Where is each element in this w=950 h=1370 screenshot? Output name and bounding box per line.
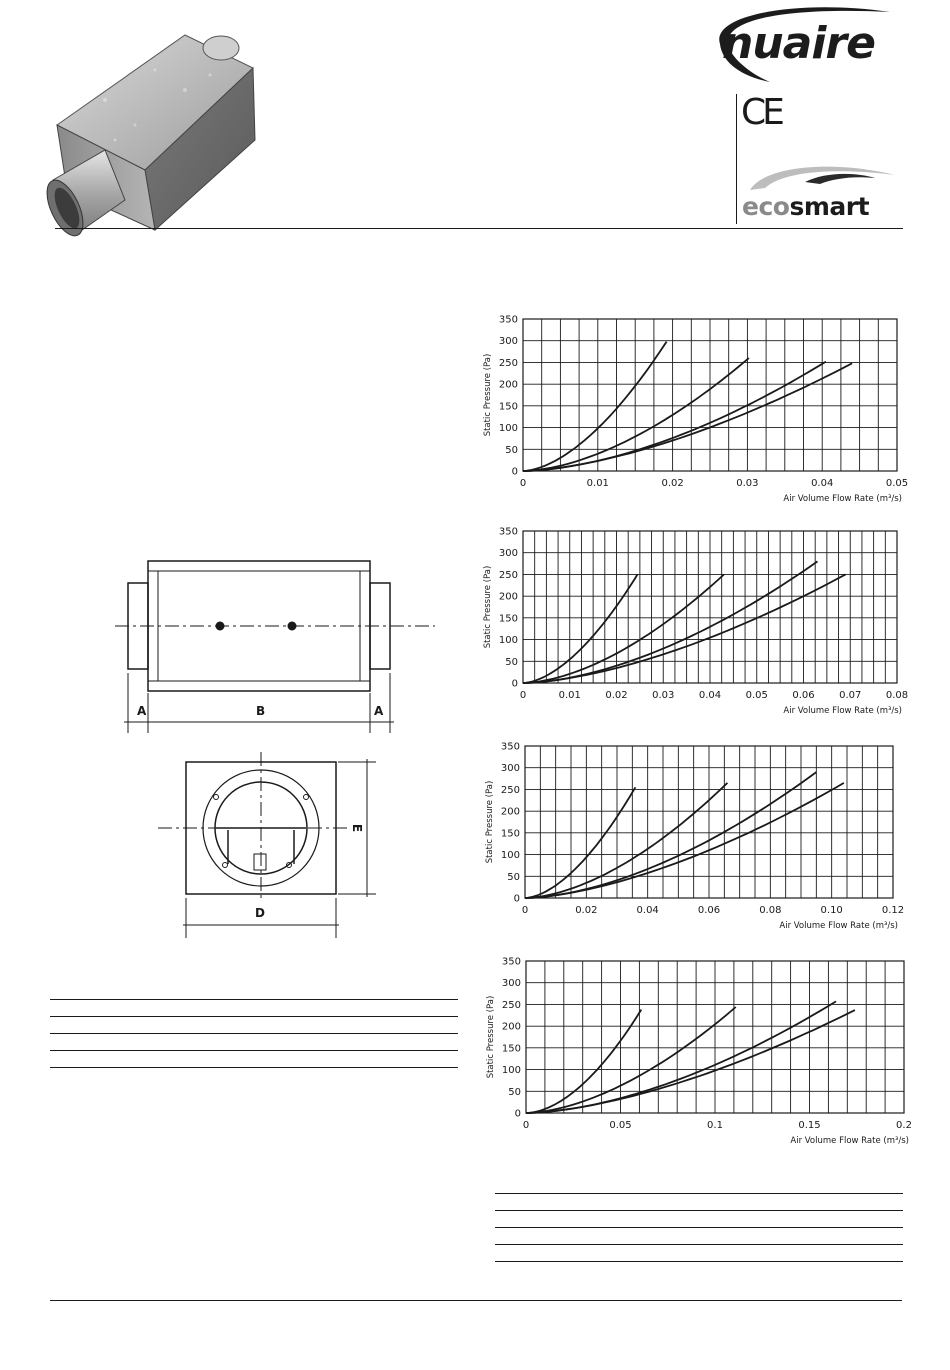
performance-chart-3 bbox=[470, 736, 910, 936]
x-tick-label: 0.04 bbox=[698, 690, 722, 701]
y-tick-label: 50 bbox=[505, 444, 518, 456]
logo-divider bbox=[736, 94, 737, 224]
table-right-rule bbox=[495, 1193, 903, 1194]
y-tick-label: 350 bbox=[500, 741, 520, 753]
x-tick-label: 0.02 bbox=[605, 690, 628, 701]
x-tick-label: 0.04 bbox=[636, 905, 659, 916]
table-right-rule bbox=[495, 1261, 903, 1262]
x-tick-label: 0.08 bbox=[759, 905, 782, 916]
table-left-rule bbox=[50, 1050, 458, 1051]
product-photo bbox=[45, 30, 275, 245]
end-elevation-drawing bbox=[150, 750, 390, 940]
x-tick-label: 0.1 bbox=[707, 1120, 723, 1131]
x-axis-title: Air Volume Flow Rate (m³/s) bbox=[783, 706, 902, 716]
dimension-e: E bbox=[350, 823, 365, 833]
x-axis-title: Air Volume Flow Rate (m³/s) bbox=[779, 921, 898, 931]
x-tick-label: 0.12 bbox=[881, 905, 905, 916]
x-axis-title: Air Volume Flow Rate (m³/s) bbox=[790, 1136, 909, 1146]
ecosmart-eco: eco bbox=[742, 192, 790, 221]
y-tick-label: 300 bbox=[500, 763, 520, 775]
table-right-rule bbox=[495, 1244, 903, 1245]
performance-chart-4 bbox=[470, 952, 910, 1152]
y-tick-label: 350 bbox=[498, 314, 518, 326]
performance-curve bbox=[523, 561, 818, 683]
x-tick-label: 0.03 bbox=[652, 690, 675, 701]
y-tick-label: 0 bbox=[511, 466, 518, 478]
ecosmart-smart: smart bbox=[789, 192, 870, 221]
y-tick-label: 50 bbox=[505, 656, 518, 668]
x-tick-label: 0 bbox=[519, 478, 527, 489]
performance-chart-2 bbox=[470, 522, 910, 722]
table-left-rule bbox=[50, 1033, 458, 1034]
x-tick-label: 0.01 bbox=[558, 690, 581, 701]
x-tick-label: 0.02 bbox=[661, 478, 684, 489]
x-tick-label: 0.02 bbox=[575, 905, 598, 916]
y-axis-title: Static Pressure (Pa) bbox=[486, 995, 496, 1079]
x-tick-label: 0.07 bbox=[839, 690, 862, 701]
performance-curve bbox=[523, 358, 749, 471]
y-tick-label: 250 bbox=[500, 784, 520, 796]
ce-mark: CE bbox=[741, 92, 781, 133]
performance-curve bbox=[523, 574, 846, 683]
y-tick-label: 200 bbox=[498, 591, 518, 603]
x-tick-label: 0.04 bbox=[811, 478, 834, 489]
dimension-a-left: A bbox=[137, 704, 147, 718]
y-tick-label: 250 bbox=[498, 569, 518, 581]
performance-curve bbox=[523, 363, 852, 471]
chart-grid bbox=[523, 319, 897, 471]
side-elevation-drawing bbox=[110, 555, 440, 735]
y-tick-label: 300 bbox=[501, 978, 521, 990]
y-tick-label: 200 bbox=[500, 806, 520, 818]
x-tick-label: 0.03 bbox=[736, 478, 759, 489]
y-tick-label: 50 bbox=[508, 1086, 521, 1098]
y-tick-label: 350 bbox=[498, 526, 518, 538]
x-tick-label: 0 bbox=[519, 690, 527, 701]
x-axis-title: Air Volume Flow Rate (m³/s) bbox=[783, 494, 902, 504]
nuaire-logo-text: nuaire bbox=[722, 18, 875, 69]
x-tick-label: 0.01 bbox=[586, 478, 609, 489]
x-tick-label: 0.06 bbox=[792, 690, 815, 701]
y-tick-label: 150 bbox=[498, 401, 518, 413]
chart-grid bbox=[526, 961, 904, 1113]
y-tick-label: 100 bbox=[500, 850, 520, 862]
y-axis-title: Static Pressure (Pa) bbox=[483, 353, 493, 437]
x-tick-label: 0.06 bbox=[697, 905, 721, 916]
y-tick-label: 150 bbox=[500, 828, 520, 840]
y-tick-label: 0 bbox=[513, 893, 520, 905]
performance-curve bbox=[525, 772, 816, 898]
y-tick-label: 350 bbox=[501, 956, 521, 968]
x-tick-label: 0.05 bbox=[885, 478, 909, 489]
performance-curve bbox=[525, 783, 844, 898]
y-axis-title: Static Pressure (Pa) bbox=[483, 565, 493, 649]
x-tick-label: 0 bbox=[521, 905, 529, 916]
x-tick-label: 0 bbox=[522, 1120, 530, 1131]
performance-chart-1 bbox=[470, 310, 910, 510]
y-tick-label: 100 bbox=[501, 1065, 521, 1077]
y-tick-label: 200 bbox=[501, 1021, 521, 1033]
x-tick-label: 0.15 bbox=[798, 1120, 821, 1131]
table-right-rule bbox=[495, 1227, 903, 1228]
ecosmart-logo bbox=[742, 192, 869, 222]
table-right-rule bbox=[495, 1210, 903, 1211]
y-tick-label: 300 bbox=[498, 336, 518, 348]
y-tick-label: 250 bbox=[498, 357, 518, 369]
y-tick-label: 0 bbox=[514, 1108, 521, 1120]
performance-curve bbox=[523, 362, 826, 471]
table-left-rule bbox=[50, 1016, 458, 1017]
y-tick-label: 0 bbox=[511, 678, 518, 690]
y-tick-label: 150 bbox=[501, 1043, 521, 1055]
x-tick-label: 0.08 bbox=[885, 690, 909, 701]
performance-curve bbox=[526, 1010, 855, 1113]
y-tick-label: 250 bbox=[501, 999, 521, 1011]
performance-curve bbox=[526, 1001, 836, 1113]
y-axis-title: Static Pressure (Pa) bbox=[485, 780, 495, 864]
header-rule bbox=[55, 228, 903, 229]
dimension-b: B bbox=[256, 704, 266, 718]
chart-grid bbox=[523, 531, 897, 683]
x-tick-label: 0.2 bbox=[896, 1120, 912, 1131]
footer-rule bbox=[50, 1300, 902, 1301]
chart-grid bbox=[525, 746, 893, 898]
x-tick-label: 0.05 bbox=[745, 690, 768, 701]
x-tick-label: 0.05 bbox=[609, 1120, 632, 1131]
y-tick-label: 200 bbox=[498, 379, 518, 391]
y-tick-label: 50 bbox=[507, 871, 520, 883]
y-tick-label: 100 bbox=[498, 635, 518, 647]
y-tick-label: 300 bbox=[498, 548, 518, 560]
table-left-rule bbox=[50, 999, 458, 1000]
dimension-d: D bbox=[255, 906, 265, 920]
y-tick-label: 100 bbox=[498, 423, 518, 435]
y-tick-label: 150 bbox=[498, 613, 518, 625]
table-left-rule bbox=[50, 1067, 458, 1068]
dimension-a-right: A bbox=[374, 704, 384, 718]
x-tick-label: 0.10 bbox=[820, 905, 843, 916]
